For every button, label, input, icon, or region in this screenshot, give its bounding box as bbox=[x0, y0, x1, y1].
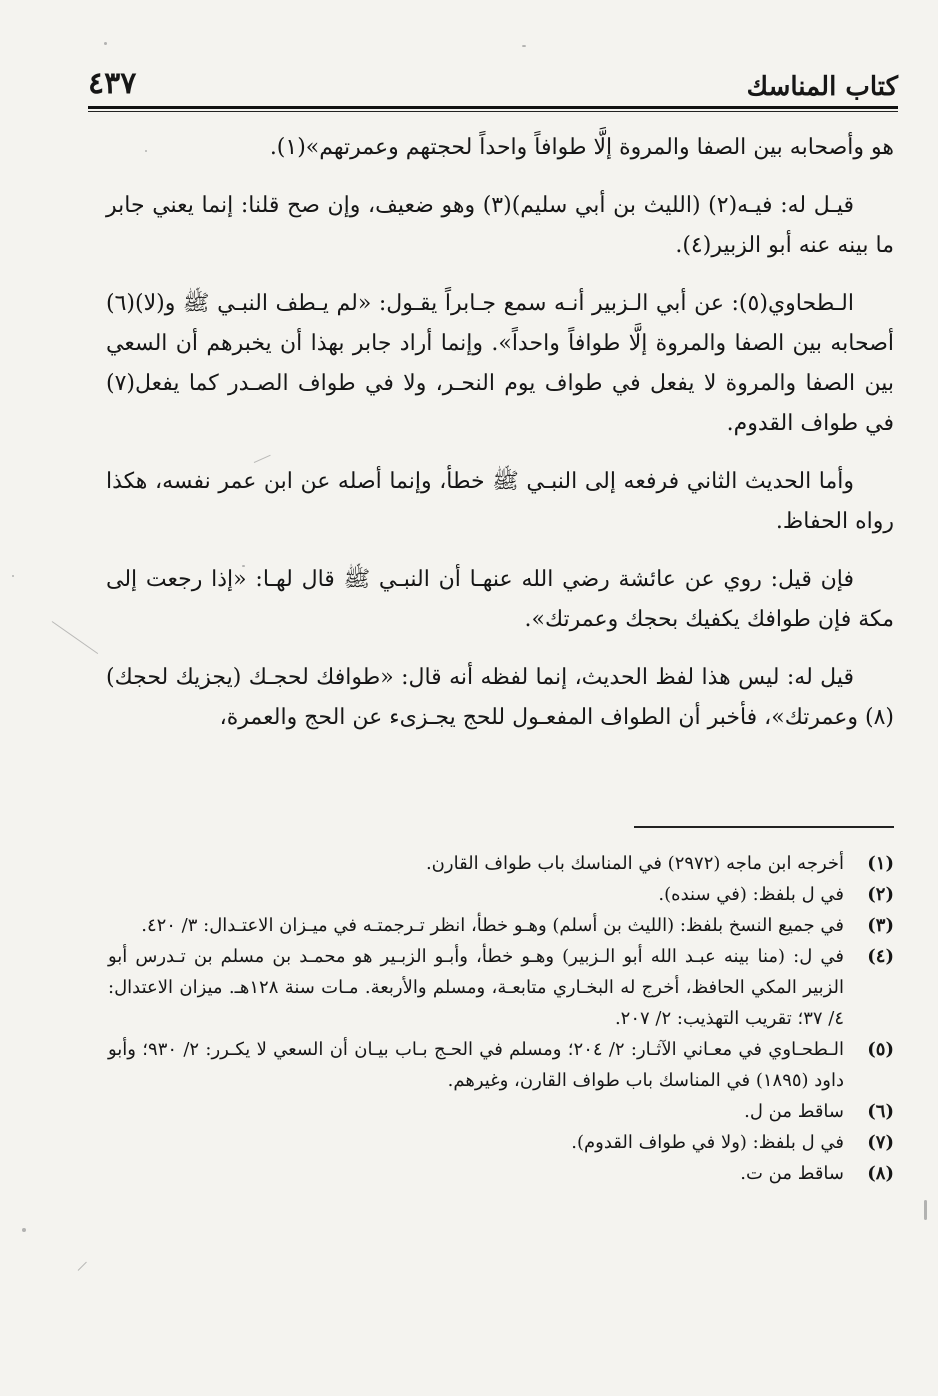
footnote-text: في ل بلفظ: (في سنده). bbox=[658, 884, 844, 905]
footnote-text: ساقط من ت. bbox=[740, 1163, 844, 1184]
footnote-item bbox=[108, 879, 894, 910]
footnote-item bbox=[108, 1096, 894, 1127]
footnote-text: في ل بلفظ: (ولا في طواف القدوم). bbox=[571, 1132, 844, 1153]
paragraph: وأما الحديث الثاني فرفعه إلى النبـي ﷺ خطأ، وإنما أصله عن ابن عمر نفسه، هكذا رواه الحفاظ. bbox=[106, 469, 894, 534]
footnote-number: (٢) bbox=[867, 884, 894, 905]
footnote-item bbox=[108, 910, 894, 941]
footnote-number: (٦) bbox=[867, 1101, 894, 1122]
footnote-number: (٣) bbox=[867, 915, 894, 936]
page-header bbox=[88, 58, 898, 114]
paragraph: هو وأصحابه بين الصفا والمروة إلَّا طوافاً واحداً لحجتهم وعمرتهم»(١). bbox=[269, 135, 894, 160]
paragraph: فإن قيل: روي عن عائشة رضي الله عنهـا أن النبـي ﷺ قال لهـا: «إذا رجعت إلى مكة فإن طوافك يكفيك بحجك وعمرتك». bbox=[106, 567, 894, 632]
main-text bbox=[106, 128, 894, 756]
footnote-number: (٧) bbox=[867, 1132, 894, 1153]
header-rule bbox=[88, 106, 898, 109]
footnote-number: (٨) bbox=[867, 1163, 894, 1184]
footnote-separator bbox=[634, 826, 894, 828]
footnote-text: في جميع النسخ بلفظ: (الليث بن أسلم) وهـو خطأ، انظر تـرجمتـه في ميـزان الاعتـدال: ٣/ ٤٢٠. bbox=[141, 915, 844, 936]
scan-speck bbox=[104, 42, 107, 45]
footnote-number: (١) bbox=[867, 853, 894, 874]
footnotes bbox=[108, 848, 894, 1189]
paragraph: الـطحاوي(٥): عن أبي الـزبير أنـه سمع جـابراً يقـول: «لم يـطف النبـي ﷺ و(لا)(٦) أصحابه بين الصفا والمروة إلَّا طوافاً واحداً». وإنما أراد جابر بهذا أن يخبرهم أن السعي بين الصفا والمروة لا يفعل في طواف يوم النحـر، ولا في طواف الصـدر كما يفعل(٧) في طواف القدوم. bbox=[106, 291, 894, 436]
scan-stroke bbox=[52, 621, 98, 654]
footnote-text: الـطحـاوي في معـاني الآثـار: ٢/ ٢٠٤؛ ومسلم في الحـج بـاب بيـان أن السعي لا يكـرر: ٢/ ٩٣٠؛ وأبو داود (١٨٩٥) في المناسك باب طواف القارن، وغيرهم. bbox=[108, 1039, 844, 1091]
header-rule-thin bbox=[88, 111, 898, 112]
scan-speck bbox=[924, 1200, 927, 1220]
page-number: ٤٣٧ bbox=[88, 66, 137, 101]
paragraph: قيل له: ليس هذا لفظ الحديث، إنما لفظه أنه قال: «طوافك لحجـك (يجزيك لحجك)(٨) وعمرتك»، فأخبر أن الطواف المفعـول للحج يجـزىء عن الحج والعمرة، bbox=[106, 665, 894, 730]
scan-speck bbox=[522, 45, 526, 47]
footnote-number: (٤) bbox=[867, 946, 894, 967]
footnote-item bbox=[108, 848, 894, 879]
paragraph: قيـل له: فيـه(٢) (الليث بن أبي سليم)(٣) وهو ضعيف، وإن صح قلنا: إنما يعني جابر ما بينه عنه أبو الزبير(٤). bbox=[106, 193, 894, 258]
footnote-item bbox=[108, 941, 894, 1034]
footnote-item bbox=[108, 1158, 894, 1189]
book-title: كتاب المناسك bbox=[746, 72, 898, 102]
footnote-text: ساقط من ل. bbox=[744, 1101, 844, 1122]
footnote-item bbox=[108, 1034, 894, 1096]
footnote-number: (٥) bbox=[867, 1039, 894, 1060]
footnote-item bbox=[108, 1127, 894, 1158]
footnote-text: في ل: (منا بينه عبـد الله أبو الـزبير) وهـو خطأ، وأبـو الزبـير هو محمـد بن مسلم بن تـدرس أبو الزبير المكي الحافظ، أخرج له البخـاري متابعـة، ومسلم والأربعة. مـات سنة ١٢٨هـ. ميزان الاعتدال: ٤/ ٣٧؛ تقريب التهذيب: ٢/ ٢٠٧. bbox=[108, 946, 844, 1029]
scan-speck bbox=[12, 575, 14, 577]
scan-stroke bbox=[78, 1262, 87, 1271]
footnote-text: أخرجه ابن ماجه (٢٩٧٢) في المناسك باب طواف القارن. bbox=[425, 853, 844, 874]
scan-speck bbox=[22, 1228, 26, 1232]
